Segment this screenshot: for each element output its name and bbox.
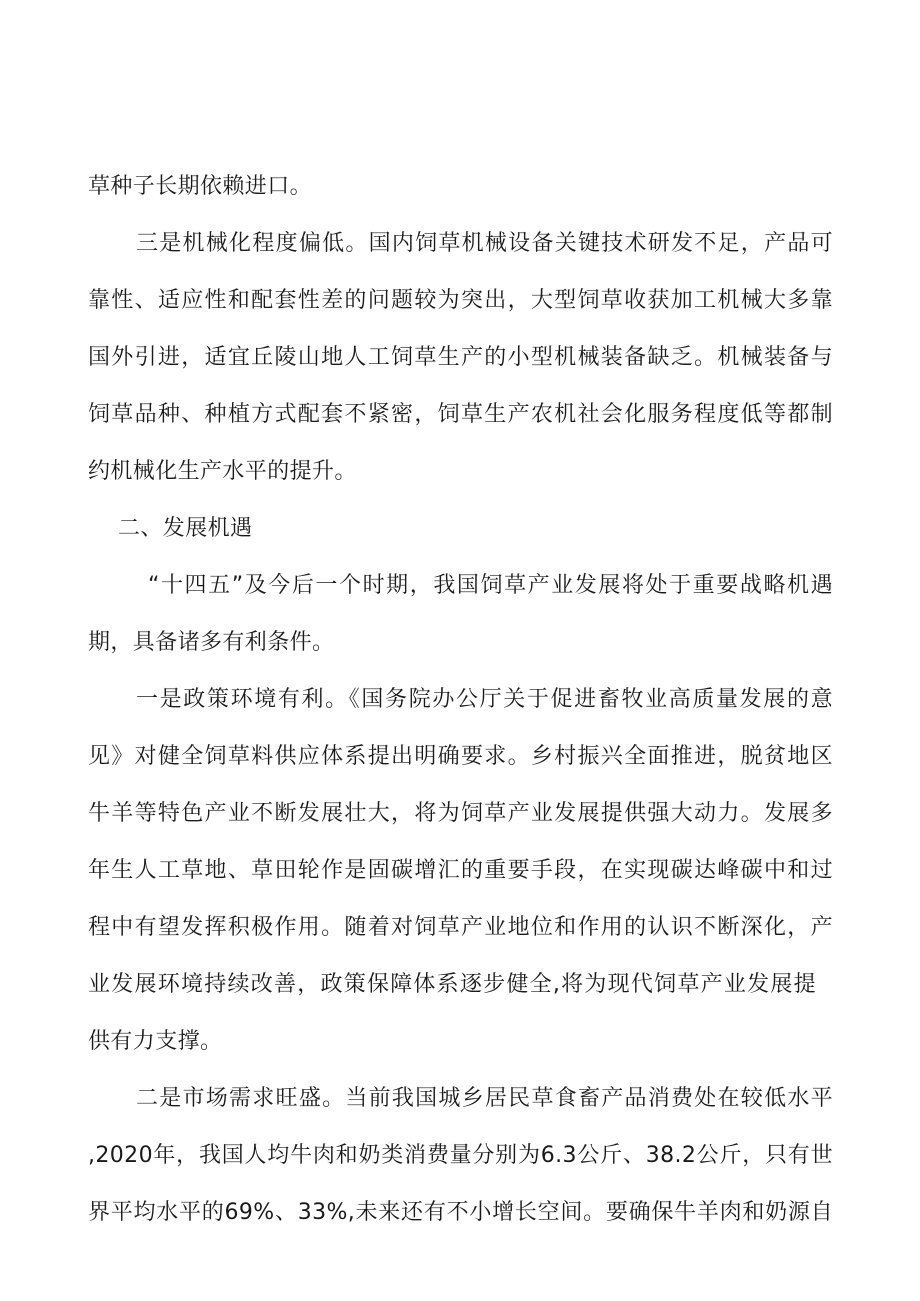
text-line: 草种子长期依赖进口。 (88, 174, 313, 199)
paragraph-first-line: 三是机械化程度偏低。国内饲草机械设备关键技术研发不足，产品可 (136, 231, 833, 256)
text-line: 供有力支撑。 (88, 1029, 223, 1054)
text-line: 牛羊等特色产业不断发展壮大，将为饲草产业发展提供强大动力。发展多 (88, 801, 833, 826)
text-line: 饲草品种、种植方式配套不紧密，饲草生产农机社会化服务程度低等都制 (88, 402, 833, 427)
text-line: 见》对健全饲草料供应体系提出明确要求。乡村振兴全面推进，脱贫地区 (88, 744, 833, 769)
section-heading: 二、发展机遇 (118, 516, 253, 541)
text-line: 国外引进，适宜丘陵山地人工饲草生产的小型机械装备缺乏。机械装备与 (88, 345, 833, 370)
text-line: 靠性、适应性和配套性差的问题较为突出，大型饲草收获加工机械大多靠 (88, 288, 833, 313)
text-line: 期，具备诸多有利条件。 (88, 630, 335, 655)
text-line: 程中有望发挥积极作用。随着对饲草产业地位和作用的认识不断深化，产 (88, 915, 833, 940)
paragraph-first-line: 二是市场需求旺盛。当前我国城乡居民草食畜产品消费处在较低水平 (136, 1086, 833, 1111)
text-line: 业发展环境持续改善，政策保障体系逐步健全,将为现代饲草产业发展提 (88, 972, 816, 997)
paragraph-first-line: 一是政策环境有利。《国务院办公厅关于促进畜牧业高质量发展的意 (136, 687, 833, 712)
text-line: ,2020年，我国人均牛肉和奶类消费量分别为6.3公斤、38.2公斤，只有世 (88, 1143, 833, 1168)
text-line: 界平均水平的69%、33%,未来还有不小增长空间。要确保牛羊肉和奶源自 (88, 1200, 833, 1225)
text-line: 年生人工草地、草田轮作是固碳增汇的重要手段，在实现碳达峰碳中和过 (88, 858, 833, 883)
paragraph-first-line: “十四五”及今后一个时期，我国饲草产业发展将处于重要战略机遇 (148, 573, 833, 598)
text-line: 约机械化生产水平的提升。 (88, 459, 357, 484)
